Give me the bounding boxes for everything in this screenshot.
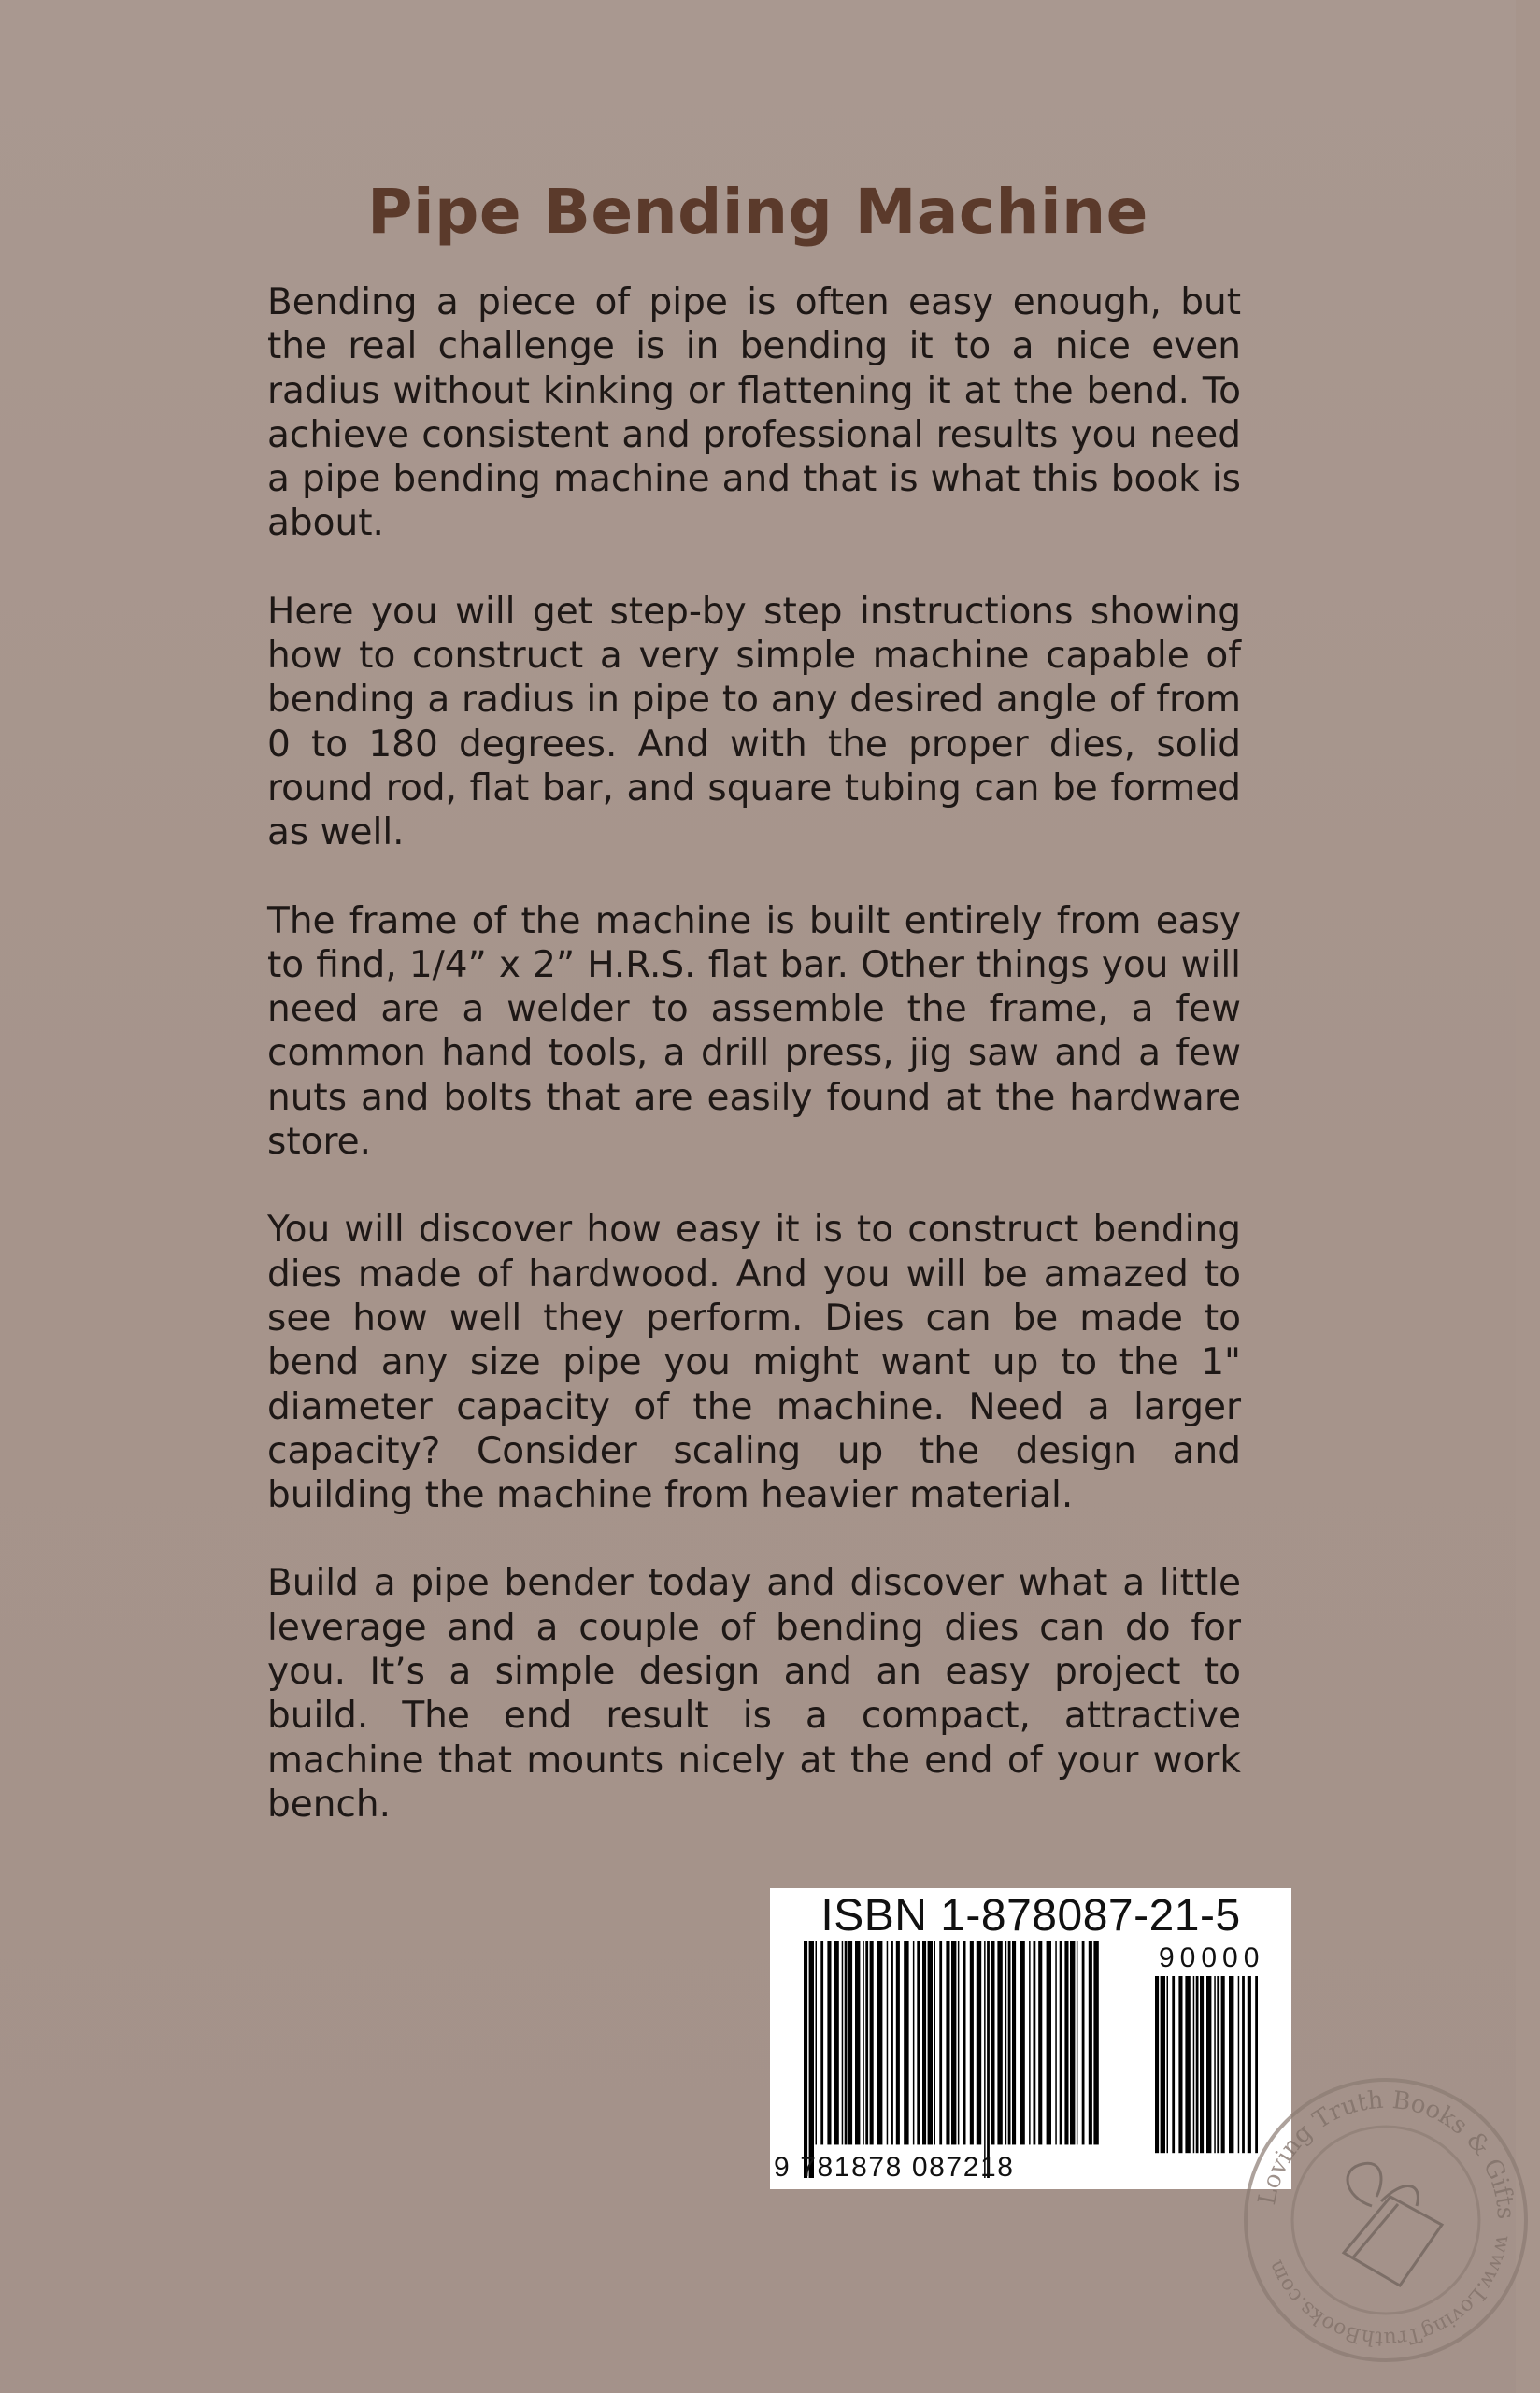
barcode-bar — [1005, 1941, 1007, 2144]
barcode-bar — [991, 1941, 994, 2144]
barcode-bar — [1206, 1976, 1211, 2153]
barcode-bar — [984, 1941, 986, 2178]
barcode-bar — [1020, 1941, 1024, 2144]
barcode-bar — [845, 1941, 848, 2144]
seal-text: Loving Truth Books & Gifts — [1253, 2085, 1520, 2221]
blurb-paragraph-2: Here you will get step-by step instructions showing how to construct a very simple machine capable of bending a radius in pipe to any desired angle of from 0 to 180 degrees. And with the proper dies, solid round rod, flat bar, and square tubing can be formed as well. — [267, 590, 1241, 854]
barcode-bar — [820, 1941, 823, 2144]
barcode-bar — [1038, 1941, 1042, 2144]
barcode-bar — [1070, 1941, 1075, 2144]
blurb-text — [267, 280, 1241, 1870]
barcode-bar — [827, 1941, 831, 2144]
barcode-bar — [1064, 1941, 1068, 2144]
barcode-bar — [804, 1941, 807, 2178]
barcode-bar — [1161, 1976, 1165, 2153]
blurb-paragraph-3: The frame of the machine is built entirely from easy to find, 1/4” x 2” H.R.S. flat bar. Other things you will need are a welder to assemble the frame, a few common hand tools, a drill press, jig saw and a few nuts and bolts that are easily found at the hardware store. — [267, 899, 1241, 1164]
barcode-bar — [904, 1941, 908, 2144]
barcode-bar — [977, 1941, 981, 2144]
barcode-bar — [1055, 1941, 1057, 2144]
barcode-bar — [855, 1941, 860, 2144]
barcode-bar — [917, 1941, 920, 2144]
isbn-label: ISBN 1-878087-21-5 — [820, 1891, 1241, 1941]
barcode-bar — [939, 1941, 942, 2144]
barcode-bar — [891, 1941, 893, 2144]
barcode-bar — [1172, 1976, 1175, 2153]
blurb-paragraph-4: You will discover how easy it is to construct bending dies made of hardwood. And you will be amazed to see how well they perform. Dies can be made to bend any size pipe you might want up to the 1" diameter capacity of the machine. Need a larger capacity? Consider scaling up the design and building the machine from heavier material. — [267, 1209, 1241, 1517]
barcode-bar — [951, 1941, 956, 2144]
barcode-bar — [834, 1941, 838, 2144]
barcode-bar — [958, 1941, 960, 2144]
book-title: Pipe Bending Machine — [367, 176, 1148, 248]
barcode-bar — [809, 1941, 814, 2178]
barcode-bar — [922, 1941, 926, 2144]
ean-barcode — [804, 1941, 1099, 2178]
barcode-bar — [928, 1941, 933, 2144]
barcode-bar — [877, 1941, 882, 2144]
barcode-bar — [870, 1941, 874, 2144]
barcode-bar — [1034, 1941, 1036, 2144]
price-addon-digits: 90000 — [1159, 1942, 1265, 1973]
barcode-bar — [1029, 1941, 1031, 2144]
barcode-bar — [1155, 1976, 1159, 2153]
barcode-bar — [887, 1941, 889, 2144]
barcode-bar — [1082, 1941, 1085, 2144]
barcode-bar — [1196, 1976, 1199, 2153]
barcode-bar — [1012, 1941, 1016, 2144]
barcode-bar — [1167, 1976, 1169, 2153]
barcode-bar — [1214, 1976, 1216, 2153]
blurb-paragraph-1: Bending a piece of pipe is often easy enough, but the real challenge is in bending it to a nice even radius without kinking or flattening it at the bend. To achieve consistent and professional results you need a pipe bending machine and that is what this book is about. — [267, 281, 1241, 545]
blurb-paragraph-5: Build a pipe bender today and discover what a little leverage and a couple of bending dies can do for you. It’s a simple design and an easy project to build. The end result is a compact, attractive machine that mounts nicely at the end of your work bench. — [267, 1562, 1241, 1826]
barcode-bar — [1093, 1941, 1098, 2144]
barcode-bar — [997, 1941, 1002, 2144]
barcode-bar — [1060, 1941, 1062, 2144]
barcode-bar — [1221, 1976, 1225, 2153]
barcode-bar — [970, 1941, 974, 2144]
barcode-bar — [1089, 1941, 1092, 2144]
barcode-bar — [946, 1941, 949, 2144]
barcode-bar — [913, 1941, 915, 2144]
barcode-bar — [1217, 1976, 1219, 2153]
barcode-bar — [1193, 1976, 1195, 2153]
bookseller-seal-stamp — [1232, 2066, 1540, 2374]
barcode-bar — [1008, 1941, 1011, 2144]
barcode-bar — [1077, 1941, 1078, 2144]
barcode-bar — [896, 1941, 900, 2144]
barcode-bar — [1200, 1976, 1204, 2153]
barcode-bar — [1047, 1941, 1051, 2144]
barcode-bar — [842, 1941, 844, 2144]
isbn-barcode-panel — [770, 1888, 1291, 2189]
seal-url-text: www.LovingTruthBooks.com — [1263, 2232, 1516, 2351]
barcode-bar — [1178, 1976, 1182, 2153]
barcode-bar — [934, 1941, 936, 2144]
barcode-bar — [963, 1941, 966, 2144]
seal-book-icon — [1344, 2163, 1442, 2286]
ean-digits: 9 781878 087218 — [774, 2152, 1015, 2183]
barcode-bar — [987, 1941, 990, 2178]
barcode-bar — [863, 1941, 864, 2144]
barcode-bar — [1185, 1976, 1190, 2153]
barcode-bar — [816, 1941, 818, 2144]
barcode-bar — [865, 1941, 868, 2144]
barcode-bar — [848, 1941, 852, 2144]
